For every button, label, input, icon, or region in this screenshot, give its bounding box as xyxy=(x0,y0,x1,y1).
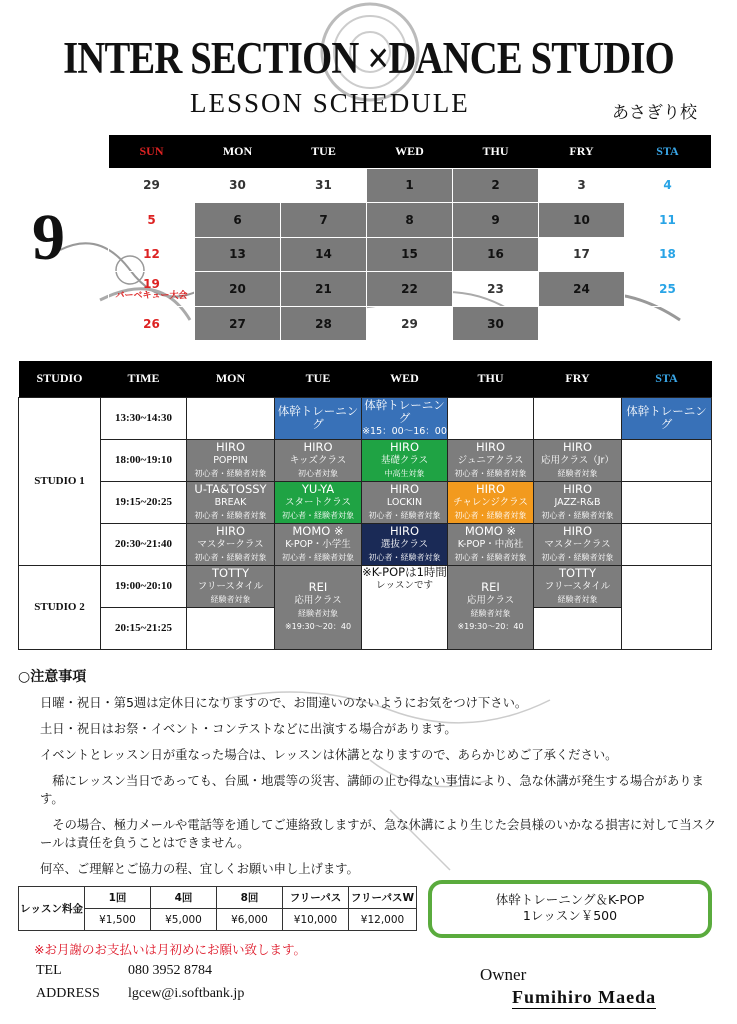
lesson-cell-line: 応用クラス（Jr） xyxy=(541,454,614,466)
lesson-cell-line: 初心者・経験者対象 xyxy=(541,552,614,562)
time-slot: 19:00~20:10 xyxy=(101,565,187,607)
schedule-row xyxy=(19,565,712,607)
calendar-day-number: 4 xyxy=(663,178,672,193)
lesson-cell xyxy=(448,523,534,565)
schedule-row xyxy=(19,397,712,439)
lesson-cell-line: マスタークラス xyxy=(544,538,611,550)
price-value: ¥6,000 xyxy=(217,909,283,931)
calendar-header-row xyxy=(109,135,711,168)
lesson-cell-line: フリースタイル xyxy=(197,580,264,592)
lesson-cell xyxy=(534,607,622,649)
calendar-day-header: TUE xyxy=(281,135,367,168)
lesson-cell-line: 応用クラス xyxy=(466,595,515,606)
payment-note: ※お月謝のお支払いは月初めにお願い致します。 xyxy=(34,942,306,957)
calendar-day-cell xyxy=(195,237,281,272)
calendar-day-number: 6 xyxy=(233,212,242,227)
lesson-cell-line: 経験者対象 xyxy=(298,609,338,618)
lesson-cell xyxy=(275,565,362,649)
lesson-cell-line: 体幹トレーニング xyxy=(364,397,445,425)
calendar-day-number: 16 xyxy=(487,247,504,262)
branch-name: あさぎり校 xyxy=(612,103,697,123)
lesson-cell-line: マスタークラス xyxy=(197,538,264,550)
lesson-cell xyxy=(622,481,712,523)
calendar-day-number: 30 xyxy=(487,316,504,331)
lesson-cell-line: TOTTY xyxy=(559,565,596,580)
calendar-day-number: 28 xyxy=(315,316,332,331)
lesson-cell xyxy=(275,481,362,523)
schedule-row xyxy=(19,523,712,565)
lesson-cell xyxy=(448,397,534,439)
calendar-week-row xyxy=(109,203,711,238)
calendar-day-cell xyxy=(625,306,711,341)
calendar-day-cell xyxy=(453,203,539,238)
lesson-cell xyxy=(362,439,448,481)
calendar-day-header: THU xyxy=(453,135,539,168)
month-number: 9 xyxy=(32,201,65,274)
notice-line: 土日・祝日はお祭・イベント・コンテストなどに出演する場合があります。 xyxy=(40,722,457,736)
lesson-cell-line: ※15：00～16：00 xyxy=(362,425,447,437)
notice-line: 日曜・祝日・第5週は定休日になりますので、お間違いのないようにお気をつけ下さい。 xyxy=(40,696,528,710)
calendar-day-header: FRY xyxy=(539,135,625,168)
lesson-cell xyxy=(362,397,448,439)
lesson-cell-line: HIRO xyxy=(475,439,506,454)
lesson-cell-line: 経験者対象 xyxy=(210,594,251,604)
calendar-day-cell xyxy=(367,168,453,203)
calendar-day-note: バーベキュー大会 xyxy=(115,291,188,302)
schedule-row xyxy=(19,481,712,523)
calendar-week-row xyxy=(109,306,711,341)
calendar-day-cell xyxy=(109,168,195,203)
calendar-day-cell xyxy=(625,203,711,238)
calendar-day-number: 1 xyxy=(405,178,414,193)
calendar-day-number: 26 xyxy=(143,316,160,331)
calendar-day-cell xyxy=(453,168,539,203)
calendar-day-cell xyxy=(367,203,453,238)
lesson-cell-line: 経験者対象 xyxy=(557,468,598,478)
calendar-day-header: SUN xyxy=(109,135,195,168)
lesson-cell-line: JAZZ-R&B xyxy=(554,496,601,508)
calendar-day-number: 5 xyxy=(147,212,156,227)
calendar-day-cell xyxy=(453,306,539,341)
calendar-day-number: 9 xyxy=(491,212,500,227)
price-value: ¥5,000 xyxy=(151,909,217,931)
price-header: 1回 xyxy=(85,887,151,909)
package-price: 1レッスン￥500 xyxy=(522,908,618,923)
calendar-day-number: 18 xyxy=(659,247,676,262)
lesson-cell-line: TOTTY xyxy=(212,565,249,580)
calendar-day-cell xyxy=(625,168,711,203)
calendar-day-cell xyxy=(453,237,539,272)
lesson-cell-line: 初心者・経験者対象 xyxy=(454,552,527,562)
calendar-day-cell xyxy=(109,306,195,341)
calendar-day-number: 17 xyxy=(573,247,590,262)
lesson-cell-line: 経験者対象 xyxy=(557,594,598,604)
email-address[interactable]: lgcew@i.softbank.jp xyxy=(128,986,245,1001)
lesson-cell xyxy=(275,439,362,481)
lesson-cell-line: ※19:30～20：40 xyxy=(457,622,524,631)
calendar-day-cell xyxy=(539,237,625,272)
studio-label: STUDIO 1 xyxy=(19,397,101,565)
notice-section xyxy=(18,668,718,886)
calendar-day-number: 29 xyxy=(401,316,418,331)
calendar-day-cell xyxy=(195,168,281,203)
lesson-cell-line: 初心者・経験者対象 xyxy=(282,510,354,520)
notice-line: 何卒、ご理解とご協力の程、宜しくお願い申し上げます。 xyxy=(40,862,359,876)
lesson-cell-line: YU-YA xyxy=(301,481,335,496)
lesson-cell-line: ジュニアクラス xyxy=(457,454,524,466)
package-title: 体幹トレーニング＆K-POP xyxy=(495,892,645,907)
lesson-cell-line: K-POP・小学生 xyxy=(285,538,351,550)
lesson-cell-line: 選抜クラス xyxy=(380,538,429,550)
month-calendar xyxy=(108,135,711,341)
calendar-day-header: MON xyxy=(195,135,281,168)
schedule-header-cell: WED xyxy=(362,361,448,397)
lesson-cell-line: 初心者・経験者対象 xyxy=(282,552,354,562)
calendar-week-row xyxy=(109,237,711,272)
lesson-cell xyxy=(622,397,712,439)
calendar-day-header: STA xyxy=(625,135,711,168)
lesson-cell-line: HIRO xyxy=(562,523,593,538)
lesson-cell-line: ※19:30～20：40 xyxy=(284,622,352,631)
lesson-cell xyxy=(187,565,275,607)
lesson-cell-line: 応用クラス xyxy=(294,595,342,606)
lesson-cell-line: 初心者・経験者対象 xyxy=(194,468,267,478)
calendar-day-number: 29 xyxy=(143,178,160,193)
calendar-week-row xyxy=(109,272,711,307)
lesson-cell xyxy=(187,607,275,649)
lesson-cell xyxy=(534,397,622,439)
lesson-cell xyxy=(448,439,534,481)
price-label: レッスン料金 xyxy=(19,887,85,931)
time-slot: 20:15~21:25 xyxy=(101,607,187,649)
schedule-header-cell: FRY xyxy=(534,361,622,397)
lesson-cell-line: REI xyxy=(481,580,500,594)
lesson-cell-line: 初心者対象 xyxy=(298,468,338,478)
lesson-cell-line: 経験者対象 xyxy=(470,609,511,618)
price-table xyxy=(18,886,417,931)
lesson-cell-line: MOMO ※ xyxy=(464,523,517,538)
lesson-cell-line: HIRO xyxy=(389,481,420,496)
notice-line: その場合、極力メールや電話等を通してご連絡致しますが、急な休講により生じた会員様のいかなる損害に対して当スクールは責任を負うことはできません。 xyxy=(40,818,717,850)
lesson-cell-line: キッズクラス xyxy=(289,454,347,466)
calendar-day-header: WED xyxy=(367,135,453,168)
time-slot: 20:30~21:40 xyxy=(101,523,187,565)
lesson-cell xyxy=(362,565,448,649)
notice-line: イベントとレッスン日が重なった場合は、レッスンは休講となりますので、あらかじめご了承ください。 xyxy=(40,748,618,762)
calendar-day-cell xyxy=(281,168,367,203)
address-label: ADDRESS xyxy=(36,986,100,1001)
lesson-cell xyxy=(622,523,712,565)
lesson-cell-line: MOMO ※ xyxy=(292,523,344,538)
time-slot: 18:00~19:10 xyxy=(101,439,187,481)
lesson-cell-line: HIRO xyxy=(389,439,420,454)
calendar-day-cell xyxy=(109,203,195,238)
lesson-cell-line: 基礎クラス xyxy=(380,454,429,466)
lesson-cell xyxy=(622,439,712,481)
lesson-cell-line: スタートクラス xyxy=(284,496,352,508)
owner-label: Owner xyxy=(480,965,527,984)
calendar-day-cell xyxy=(195,272,281,307)
calendar-day-cell xyxy=(367,237,453,272)
lesson-cell-line: 初心者・経験者対象 xyxy=(194,552,267,562)
lesson-cell-line: HIRO xyxy=(215,439,246,454)
lesson-cell-line: 初心者・経験者対象 xyxy=(454,510,527,520)
calendar-day-cell xyxy=(367,306,453,341)
schedule-header-cell: TUE xyxy=(275,361,362,397)
lesson-cell-line: ※K-POPは1時間 xyxy=(362,564,447,579)
calendar-day-cell xyxy=(281,306,367,341)
notice-heading: ○注意事項 xyxy=(18,669,87,685)
calendar-day-number: 31 xyxy=(315,178,332,193)
calendar-day-cell xyxy=(539,272,625,307)
lesson-cell-line: U-TA&TOSSY xyxy=(194,481,267,496)
page-title: INTER SECTION ×DANCE STUDIO xyxy=(63,33,674,83)
calendar-day-number: 15 xyxy=(401,247,418,262)
calendar-day-number: 25 xyxy=(659,282,676,297)
price-value: ¥12,000 xyxy=(349,909,417,931)
page-subtitle: LESSON SCHEDULE xyxy=(190,88,470,118)
lesson-cell xyxy=(187,523,275,565)
calendar-day-number: 27 xyxy=(229,316,246,331)
schedule-header-cell: STA xyxy=(622,361,712,397)
lesson-cell xyxy=(534,523,622,565)
calendar-day-cell xyxy=(367,272,453,307)
lesson-cell xyxy=(187,397,275,439)
schedule-header-row xyxy=(19,361,712,397)
lesson-cell-line: 初心者・経験者対象 xyxy=(194,510,267,520)
lesson-cell xyxy=(448,565,534,649)
package-price-box xyxy=(428,880,712,938)
calendar-day-number: 2 xyxy=(491,178,500,193)
schedule-header-cell: TIME xyxy=(101,361,187,397)
lesson-cell-line: 体幹トレーニング xyxy=(626,404,707,431)
calendar-day-number: 12 xyxy=(143,247,160,262)
calendar-day-cell xyxy=(625,237,711,272)
calendar-day-number: 19 xyxy=(143,277,160,292)
lesson-cell xyxy=(622,565,712,649)
lesson-cell-line: チャレンジクラス xyxy=(453,496,528,508)
calendar-day-number: 11 xyxy=(659,212,676,227)
time-slot: 13:30~14:30 xyxy=(101,397,187,439)
calendar-day-cell xyxy=(281,237,367,272)
lesson-cell-line: BREAK xyxy=(214,496,247,508)
lesson-cell-line: フリースタイル xyxy=(544,580,611,592)
tel-number[interactable]: 080 3952 8784 xyxy=(128,963,212,978)
lesson-cell-line: HIRO xyxy=(303,439,333,454)
lesson-cell-line: POPPIN xyxy=(213,454,248,466)
calendar-day-number: 8 xyxy=(405,212,414,227)
calendar-day-number: 24 xyxy=(573,282,590,297)
schedule-row xyxy=(19,439,712,481)
lesson-cell-line: 初心者・経験者対象 xyxy=(541,510,614,520)
calendar-day-cell xyxy=(109,272,195,307)
calendar-day-cell xyxy=(281,272,367,307)
lesson-cell-line: K-POP・中高社 xyxy=(457,538,524,550)
contact-address xyxy=(36,986,244,1002)
lesson-schedule-table xyxy=(18,361,711,650)
calendar-day-number: 10 xyxy=(573,212,590,227)
owner-name: Fumihiro Maeda xyxy=(512,987,657,1007)
price-value: ¥1,500 xyxy=(85,909,151,931)
lesson-cell xyxy=(534,439,622,481)
schedule-header-cell: THU xyxy=(448,361,534,397)
calendar-day-number: 13 xyxy=(229,247,246,262)
lesson-cell-line: 体幹トレーニング xyxy=(277,404,359,431)
calendar-day-number: 22 xyxy=(401,282,418,297)
lesson-cell xyxy=(534,481,622,523)
lesson-cell xyxy=(448,481,534,523)
lesson-cell xyxy=(275,397,362,439)
calendar-day-number: 21 xyxy=(315,282,332,297)
calendar-day-cell xyxy=(625,272,711,307)
lesson-cell xyxy=(534,565,622,607)
lesson-cell xyxy=(187,439,275,481)
lesson-cell-line: LOCKIN xyxy=(386,496,423,508)
calendar-day-cell xyxy=(539,306,625,341)
calendar-day-cell xyxy=(539,203,625,238)
lesson-cell xyxy=(362,523,448,565)
lesson-cell-line: HIRO xyxy=(475,481,506,496)
calendar-week-row xyxy=(109,168,711,203)
lesson-cell xyxy=(362,481,448,523)
lesson-cell xyxy=(187,481,275,523)
lesson-cell-line: HIRO xyxy=(562,439,593,454)
calendar-day-number: 20 xyxy=(229,282,246,297)
lesson-cell xyxy=(275,523,362,565)
lesson-cell-line: REI xyxy=(308,580,328,594)
price-header: 4回 xyxy=(151,887,217,909)
calendar-day-number: 7 xyxy=(319,212,328,227)
price-value: ¥10,000 xyxy=(283,909,349,931)
lesson-cell-line: HIRO xyxy=(389,523,420,538)
time-slot: 19:15~20:25 xyxy=(101,481,187,523)
calendar-day-cell xyxy=(539,168,625,203)
schedule-header-cell: MON xyxy=(187,361,275,397)
calendar-day-number: 14 xyxy=(315,247,332,262)
calendar-day-cell xyxy=(453,272,539,307)
calendar-day-cell xyxy=(195,203,281,238)
contact-tel xyxy=(36,963,212,979)
lesson-cell-line: 中高生対象 xyxy=(384,468,425,478)
lesson-cell-line: HIRO xyxy=(215,523,246,538)
lesson-cell-line: HIRO xyxy=(562,481,593,496)
calendar-day-number: 3 xyxy=(577,178,586,193)
price-header: フリーパス xyxy=(283,887,349,909)
calendar-day-cell xyxy=(195,306,281,341)
calendar-day-number: 23 xyxy=(487,282,504,297)
calendar-day-cell xyxy=(109,237,195,272)
lesson-cell-line: 初心者・経験者対象 xyxy=(368,510,441,520)
notice-line: 稀にレッスン当日であっても、台風・地震等の災害、講師の止む得ない事情により、急な休講が発生する場合があります。 xyxy=(40,774,704,806)
lesson-cell-line: レッスンです xyxy=(376,579,433,591)
calendar-day-cell xyxy=(281,203,367,238)
studio-label: STUDIO 2 xyxy=(19,565,101,649)
tel-label: TEL xyxy=(36,963,62,978)
lesson-cell-line: 初心者・経験者対象 xyxy=(368,552,441,562)
price-header: 8回 xyxy=(217,887,283,909)
calendar-day-number: 30 xyxy=(229,178,246,193)
price-header: フリーパスW xyxy=(349,887,417,909)
lesson-cell-line: 初心者・経験者対象 xyxy=(454,468,527,478)
schedule-header-cell: STUDIO xyxy=(19,361,101,397)
